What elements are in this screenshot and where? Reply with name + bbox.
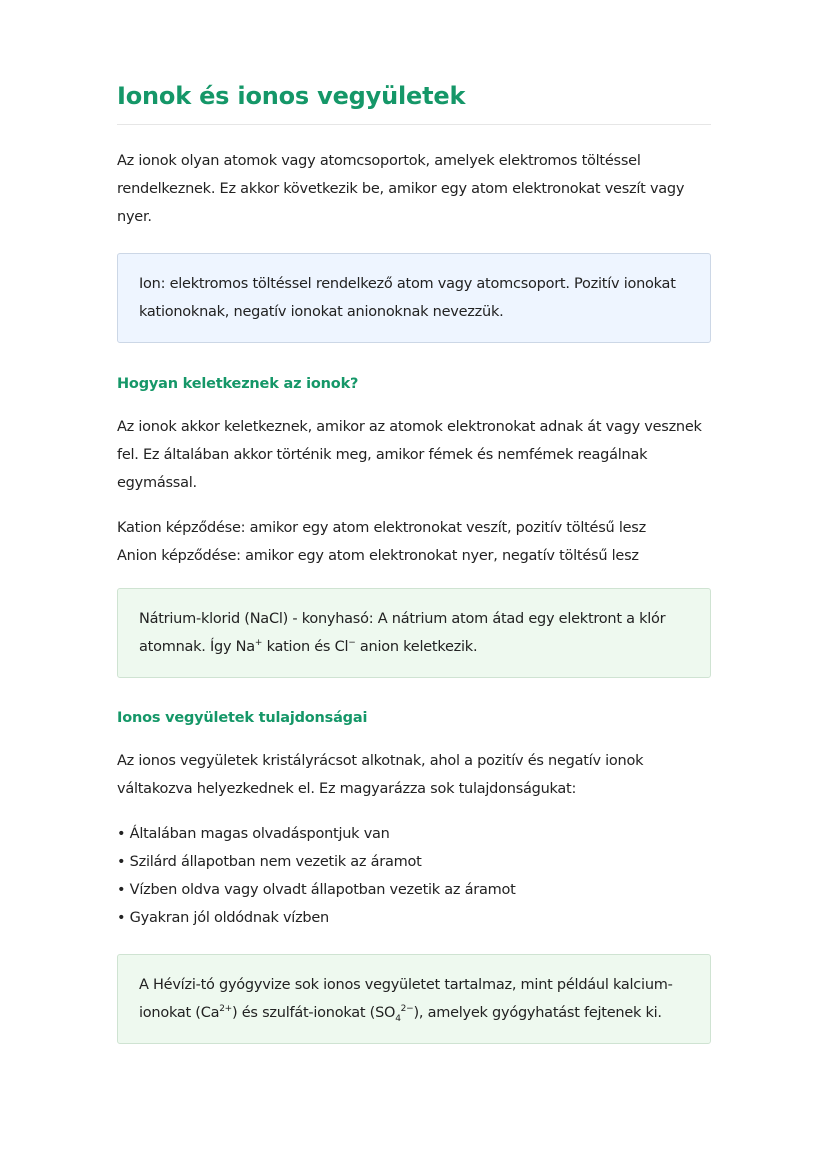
properties-paragraph: Az ionos vegyületek kristályrácsot alkotnak, ahol a pozitív és negatív ionok váltakozva helyezkednek el. Ez magyarázza sok tulajdonságukat:: [117, 753, 644, 797]
document-content: [117, 78, 711, 1044]
nacl-text-part2: kation és Cl: [262, 639, 349, 655]
formation-paragraph: Az ionok akkor keletkeznek, amikor az atomok elektronokat adnak át vagy vesznek fel. Ez általában akkor történik meg, amikor fémek és nemfémek reagálnak egymással.: [117, 419, 702, 491]
so4-charge: 2−: [400, 1004, 414, 1015]
formation-lines: [117, 514, 711, 570]
nacl-text-part3: anion keletkezik.: [355, 639, 478, 655]
title-divider: [117, 124, 711, 125]
section-heading-properties: Ionos vegyületek tulajdonságai: [117, 710, 368, 726]
definition-text: Ion: elektromos töltéssel rendelkező atom vagy atomcsoport. Pozitív ionokat kationoknak, negatív ionokat anionoknak nevezzük.: [139, 276, 676, 320]
cation-formation-line: Kation képződése: amikor egy atom elektronokat veszít, pozitív töltésű lesz: [117, 520, 646, 536]
heviz-text-part1: A Hévízi-tó gyógyvize sok ionos vegyületet tartalmaz, mint például kalcium-ionokat (Ca: [139, 977, 673, 1021]
heviz-example-box: [117, 954, 711, 1044]
list-item: • Vízben oldva vagy olvadt állapotban vezetik az áramot: [117, 876, 711, 904]
so4-subscript: 4: [395, 1013, 401, 1024]
cl-charge: −: [348, 638, 356, 649]
heviz-text-part3: ), amelyek gyógyhatást fejtenek ki.: [413, 1005, 662, 1021]
list-item: • Általában magas olvadáspontjuk van: [117, 820, 711, 848]
ca-charge: 2+: [219, 1004, 232, 1015]
section-heading-formation: Hogyan keletkeznek az ionok?: [117, 376, 359, 392]
definition-box: [117, 253, 711, 343]
nacl-example-box: [117, 588, 711, 678]
na-charge: +: [254, 638, 263, 649]
properties-list: [117, 820, 711, 932]
anion-formation-line: Anion képződése: amikor egy atom elektronokat nyer, negatív töltésű lesz: [117, 548, 639, 564]
list-item: • Szilárd állapotban nem vezetik az áramot: [117, 848, 711, 876]
heviz-text-part2: ) és szulfát-ionokat (SO: [231, 1005, 396, 1021]
nacl-text-part1: Nátrium-klorid (NaCl) - konyhasó: A nátrium atom átad egy elektront a klór atomnak. Így Na: [139, 611, 666, 655]
list-item: • Gyakran jól oldódnak vízben: [117, 904, 711, 932]
intro-paragraph: Az ionok olyan atomok vagy atomcsoportok, amelyek elektromos töltéssel rendelkeznek. Ez akkor következik be, amikor egy atom elektronokat veszít vagy nyer.: [117, 153, 685, 225]
page-title: Ionok és ionos vegyületek: [117, 82, 466, 110]
